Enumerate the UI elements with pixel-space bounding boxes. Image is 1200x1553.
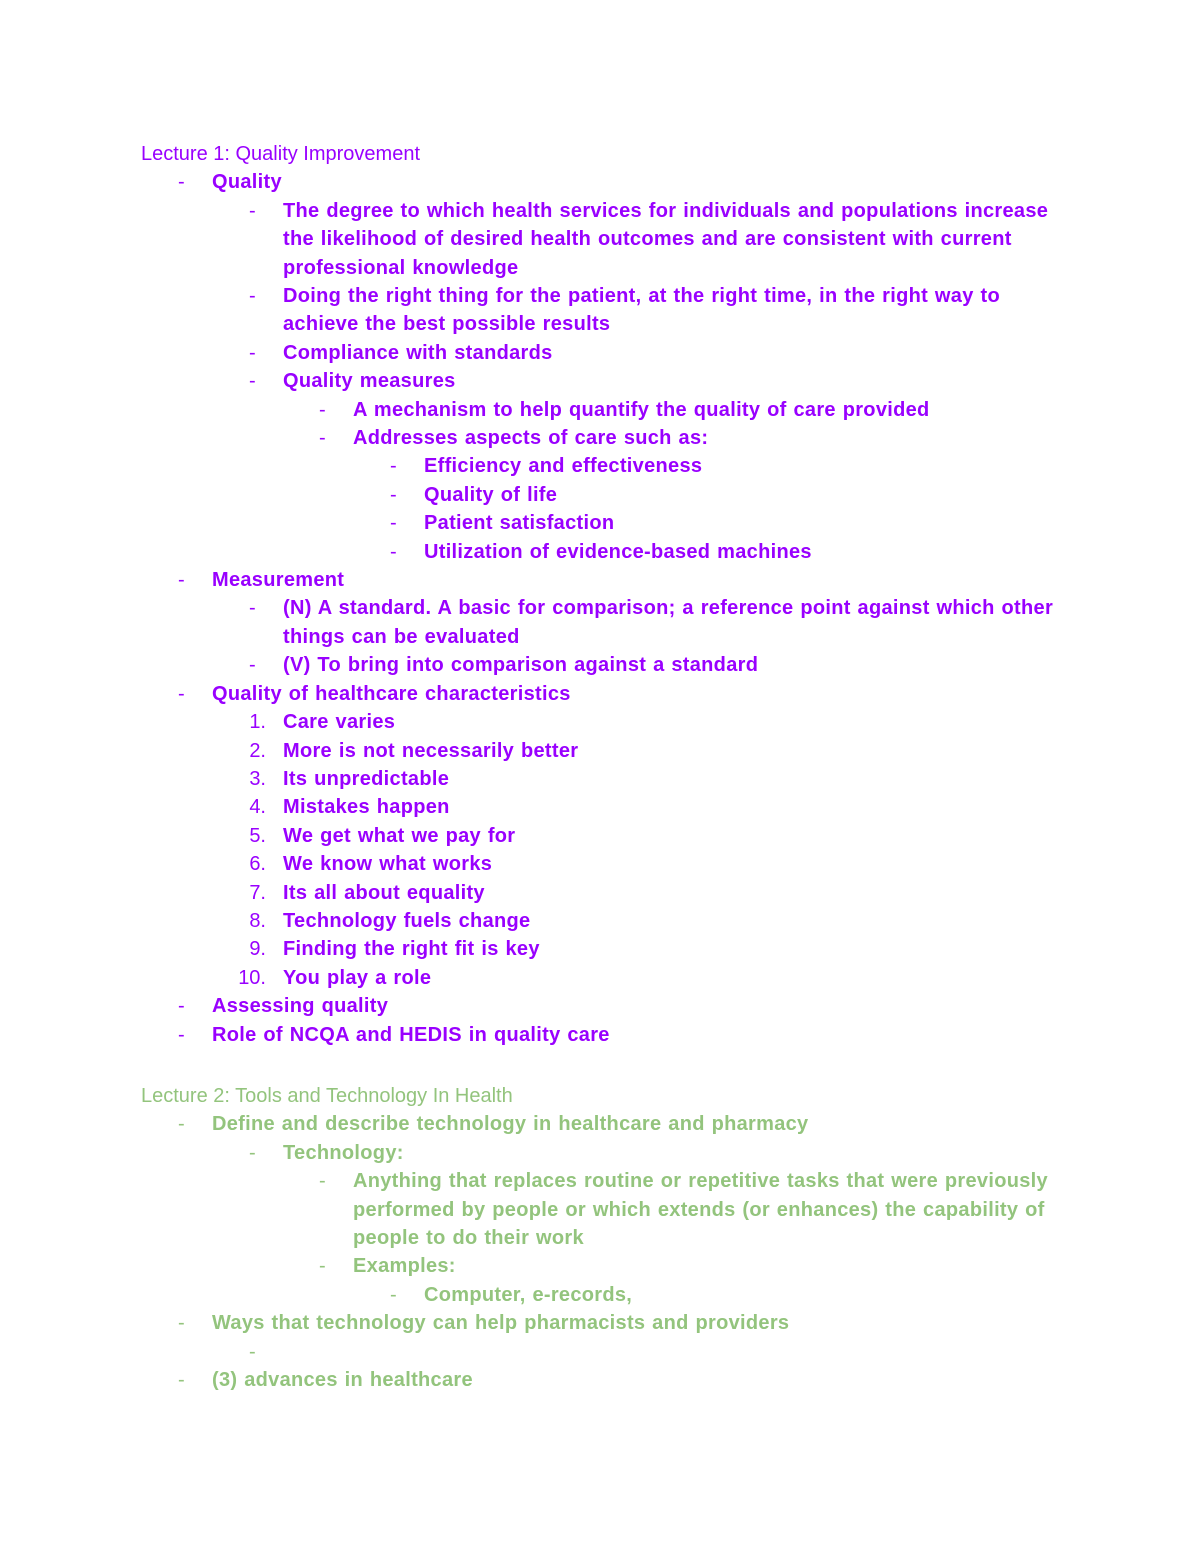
list-item-text: Its all about equality	[283, 881, 485, 904]
list-item	[141, 339, 1081, 367]
list-item-text: (3) advances in healthcare	[212, 1369, 473, 1392]
list-item	[141, 197, 1081, 282]
list-number: 7.	[249, 881, 266, 904]
list-item-text: Ways that technology can help pharmacists and providers	[212, 1312, 790, 1335]
list-item-text: A mechanism to help quantify the quality of care provided	[353, 398, 930, 421]
list-item-text: The degree to which health services for individuals and populations increase the likelihood of desired health outcomes and are consistent with current professional knowledge	[283, 199, 1049, 279]
bullet-dash: -	[178, 171, 185, 194]
list-item	[141, 793, 1081, 821]
list-item	[141, 1338, 1081, 1366]
list-number: 4.	[249, 796, 266, 819]
list-item-text: We know what works	[283, 853, 493, 876]
list-item-text: Technology fuels change	[283, 909, 531, 932]
list-item	[141, 1252, 1081, 1280]
bullet-dash: -	[178, 1023, 185, 1046]
list-item-text: Define and describe technology in healthcare and pharmacy	[212, 1113, 809, 1136]
list-item	[141, 424, 1081, 452]
lecture1-list	[141, 168, 1081, 1049]
list-item-text: Measurement	[212, 569, 345, 592]
list-item-text: Quality measures	[283, 370, 456, 393]
list-item-text: We get what we pay for	[283, 824, 516, 847]
list-item	[141, 282, 1081, 339]
bullet-dash: -	[178, 1113, 185, 1136]
list-item-text: Quality of healthcare characteristics	[212, 682, 571, 705]
bullet-dash: -	[249, 199, 256, 222]
list-item	[141, 367, 1081, 395]
bullet-dash: -	[249, 370, 256, 393]
list-item-text: Addresses aspects of care such as:	[353, 427, 709, 450]
list-item-text: Compliance with standards	[283, 341, 553, 364]
list-item	[141, 708, 1081, 736]
list-item-text: Examples:	[353, 1255, 456, 1278]
list-item	[141, 566, 1081, 594]
list-item-text: Patient satisfaction	[424, 512, 615, 535]
list-number: 3.	[249, 767, 266, 790]
bullet-dash: -	[178, 682, 185, 705]
list-item	[141, 651, 1081, 679]
list-item	[141, 737, 1081, 765]
bullet-dash: -	[390, 455, 397, 478]
bullet-dash: -	[249, 597, 256, 620]
lecture2-list	[141, 1110, 1081, 1394]
list-item	[141, 1281, 1081, 1309]
bullet-dash: -	[249, 1141, 256, 1164]
bullet-dash: -	[178, 1312, 185, 1335]
list-item-text: Its unpredictable	[283, 767, 450, 790]
bullet-dash: -	[249, 341, 256, 364]
lecture1-title: Lecture 1: Quality Improvement	[141, 143, 421, 165]
bullet-dash: -	[178, 995, 185, 1018]
bullet-dash: -	[319, 1255, 326, 1278]
list-item-text: Role of NCQA and HEDIS in quality care	[212, 1023, 610, 1046]
list-item	[141, 509, 1081, 537]
list-item-text: Computer, e-records,	[424, 1283, 633, 1306]
list-item	[141, 1021, 1081, 1049]
list-item	[141, 850, 1081, 878]
list-item-text: Doing the right thing for the patient, at the right time, in the right way to achieve the best possible results	[283, 285, 1000, 336]
lecture2-section	[141, 1082, 1081, 1394]
list-item-text: Assessing quality	[212, 995, 389, 1018]
list-item-text: Mistakes happen	[283, 796, 450, 819]
bullet-dash: -	[319, 1170, 326, 1193]
lecture2-title: Lecture 2: Tools and Technology In Health	[141, 1085, 513, 1107]
list-item-text: More is not necessarily better	[283, 739, 579, 762]
bullet-dash: -	[390, 483, 397, 506]
list-item-text: Efficiency and effectiveness	[424, 455, 703, 478]
list-item	[141, 594, 1081, 651]
list-number: 1.	[249, 711, 266, 734]
list-number: 8.	[249, 909, 266, 932]
bullet-dash: -	[319, 427, 326, 450]
list-number: 9.	[249, 938, 266, 961]
list-item	[141, 481, 1081, 509]
list-number: 10.	[238, 966, 266, 989]
list-item	[141, 452, 1081, 480]
list-item-text	[283, 1338, 1081, 1366]
list-item	[141, 1139, 1081, 1167]
list-item-text: Anything that replaces routine or repetitive tasks that were previously performed by people or which extends (or enhances) the capability of people to do their work	[353, 1170, 1048, 1250]
list-item-text: Quality	[212, 171, 282, 194]
list-item-text: Utilization of evidence-based machines	[424, 540, 812, 563]
list-item	[141, 765, 1081, 793]
bullet-dash: -	[178, 569, 185, 592]
list-item-text: (V) To bring into comparison against a standard	[283, 654, 759, 677]
list-item	[141, 992, 1081, 1020]
list-item-text: Technology:	[283, 1141, 404, 1164]
list-item	[141, 907, 1081, 935]
list-item-text: Care varies	[283, 711, 396, 734]
lecture1-section	[141, 140, 1081, 1049]
list-item	[141, 935, 1081, 963]
list-item-text: You play a role	[283, 966, 432, 989]
list-item	[141, 1309, 1081, 1337]
list-item	[141, 396, 1081, 424]
list-item	[141, 964, 1081, 992]
list-item	[141, 1110, 1081, 1138]
bullet-dash: -	[249, 1340, 256, 1363]
list-item	[141, 822, 1081, 850]
bullet-dash: -	[178, 1369, 185, 1392]
list-item	[141, 538, 1081, 566]
list-item-text: Finding the right fit is key	[283, 938, 540, 961]
bullet-dash: -	[319, 398, 326, 421]
list-item	[141, 879, 1081, 907]
bullet-dash: -	[249, 285, 256, 308]
list-number: 2.	[249, 739, 266, 762]
list-number: 6.	[249, 853, 266, 876]
list-number: 5.	[249, 824, 266, 847]
bullet-dash: -	[249, 654, 256, 677]
list-item	[141, 680, 1081, 708]
bullet-dash: -	[390, 540, 397, 563]
list-item-text: Quality of life	[424, 483, 558, 506]
list-item	[141, 168, 1081, 196]
bullet-dash: -	[390, 512, 397, 535]
list-item	[141, 1366, 1081, 1394]
list-item	[141, 1167, 1081, 1252]
bullet-dash: -	[390, 1283, 397, 1306]
list-item-text: (N) A standard. A basic for comparison; a reference point against which other things can be evaluated	[283, 597, 1054, 648]
